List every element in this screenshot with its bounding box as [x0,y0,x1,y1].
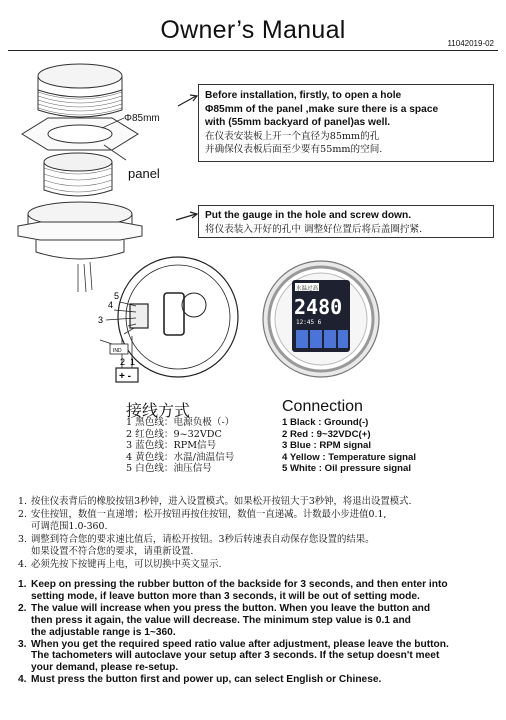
step-number: 2. [18,508,27,520]
step-line [18,559,496,572]
step-number: 3. [18,533,27,545]
setup-steps-cn [18,496,496,572]
step-text: 可调范围1.0-360. [31,521,108,533]
wire-label-5: 5 [114,291,120,301]
step-number: 4. [18,558,27,570]
ind-label: IND [113,348,122,354]
step-text: Keep on pressing the rubber button of the backside for 3 seconds, and then enter into [31,579,448,590]
wire-label-3: 3 [98,315,104,325]
step-line [18,650,502,662]
mount-zh-line: 将仪表装入开好的孔中 调整好位置后将后盖圈拧紧. [205,223,423,235]
list-item: 1 Black : Ground(-) [282,417,369,428]
step-text: then press it again, the value will decrease. The minimum step value is 0.1 and [31,614,411,626]
step-text: 调整到符合您的要求速比值后，请松开按钮。3秒后转速表自动保存您设置的结果。 [31,533,375,545]
panel-plate-drawing [22,118,138,150]
setup-steps-en [18,579,502,686]
step-line [18,579,502,591]
page-title: Owner’s Manual [160,16,346,44]
step-text: setting mode, if leave button more than 3 seconds, it will be out of setting mode. [31,590,420,602]
note-en-line-2: Φ85mm of the panel ,make sure there is a space [205,103,439,115]
step-line [18,521,496,534]
lock-nut-drawing [44,153,112,196]
step-number [18,627,31,639]
note-zh-line-1: 在仪表安装板上开一个直径为85mm的孔 [205,130,380,142]
step-line [18,627,502,639]
wire-label-4: 4 [108,300,114,310]
wire-label-2: 2 [120,357,126,367]
step-line [18,662,502,674]
step-text: Must press the button first and power up, can select English or Chinese. [31,674,382,686]
list-item: 1 黑色线：电源负极（-） [126,417,235,428]
connection-title-cn: 接线方式 [126,401,191,420]
connection-list-en [282,417,416,475]
step-text: the adjustable range is 1~360. [31,626,176,638]
step-number [18,650,31,662]
list-item: 5 White : Oil pressure signal [282,463,412,475]
step-number: 3. [18,638,27,650]
note-en-line-1: Before installation, firstly, to open a hole [205,90,402,101]
step-number: 1. [18,579,27,590]
step-number [18,615,31,627]
list-item: 4 黄色线：水温/油温信号 [126,451,235,463]
hole-diameter-label: Φ85mm [124,113,160,124]
mounting-note-box [198,205,494,238]
step-line [18,534,496,547]
step-number [18,662,31,674]
wire-label-1: 1 [130,357,136,367]
step-number: 1. [18,496,27,507]
title-underline [8,50,498,51]
assembled-gauge-drawing [18,202,142,292]
gauge-bezel-drawing [38,64,122,117]
polarity-label: + - [119,371,131,382]
connection-list-cn [126,417,234,475]
step-text: 如果设置不符合您的要求，请重新设置. [31,546,194,558]
step-line [18,591,502,603]
step-line [18,603,502,615]
step-text: When you get the required speed ratio value after adjustment, please leave the button. [31,638,449,650]
list-item: 3 蓝色线：RPM信号 [126,440,217,452]
step-text: The tachometers will autoclave your setup after 3 seconds. If the setup doesn't meet [31,650,440,662]
list-item: 2 红色线：9~32VDC [126,428,222,440]
note-en-line-3: with (55mm backyard of panel)as well. [205,117,391,128]
step-number [18,591,31,603]
step-line [18,615,502,627]
step-line [18,546,496,559]
list-item: 5 白色线：油压信号 [126,463,212,475]
step-number: 4. [18,674,27,686]
step-text: 必须先按下按键再上电，可以切换中英文显示. [31,558,222,570]
display-digits: 2480 [294,295,343,319]
mount-en-line: Put the gauge in the hole and screw down. [205,210,412,221]
step-number: 2. [18,602,27,614]
list-item: 3 Blue : RPM signal [282,440,372,452]
list-item: 4 Yellow : Temperature signal [282,451,417,463]
step-line [18,674,502,686]
display-badge: 水温过高 [296,286,319,292]
step-text: The value will increase when you press the button. When you leave the button and [31,602,431,614]
step-line [18,639,502,651]
panel-label: panel [128,166,160,181]
callout-arrows [176,95,197,220]
document-code: 11042019-02 [447,39,494,48]
step-text: 安住按钮，数值一直递增；松开按钮再按住按钮，数值一直递减。计数最小步进值0.1, [31,508,387,520]
step-number [18,546,31,559]
step-line [18,496,496,509]
display-subline: 12:45 6 [296,319,322,326]
installation-note-box [198,84,494,162]
note-zh-line-2: 并确保仪表板后面至少要有55mm的空间. [205,144,383,155]
list-item: 2 Red : 9~32VDC(+) [282,428,371,440]
step-number [18,521,31,534]
step-text: your demand, please re-setup. [31,662,179,674]
step-line [18,509,496,522]
step-text: 按住仪表背后的橡胶按钮3秒钟，进入设置模式。如果松开按钮大于3秒钟，将退出设置模式. [31,496,412,507]
connection-title-en: Connection [282,398,363,415]
